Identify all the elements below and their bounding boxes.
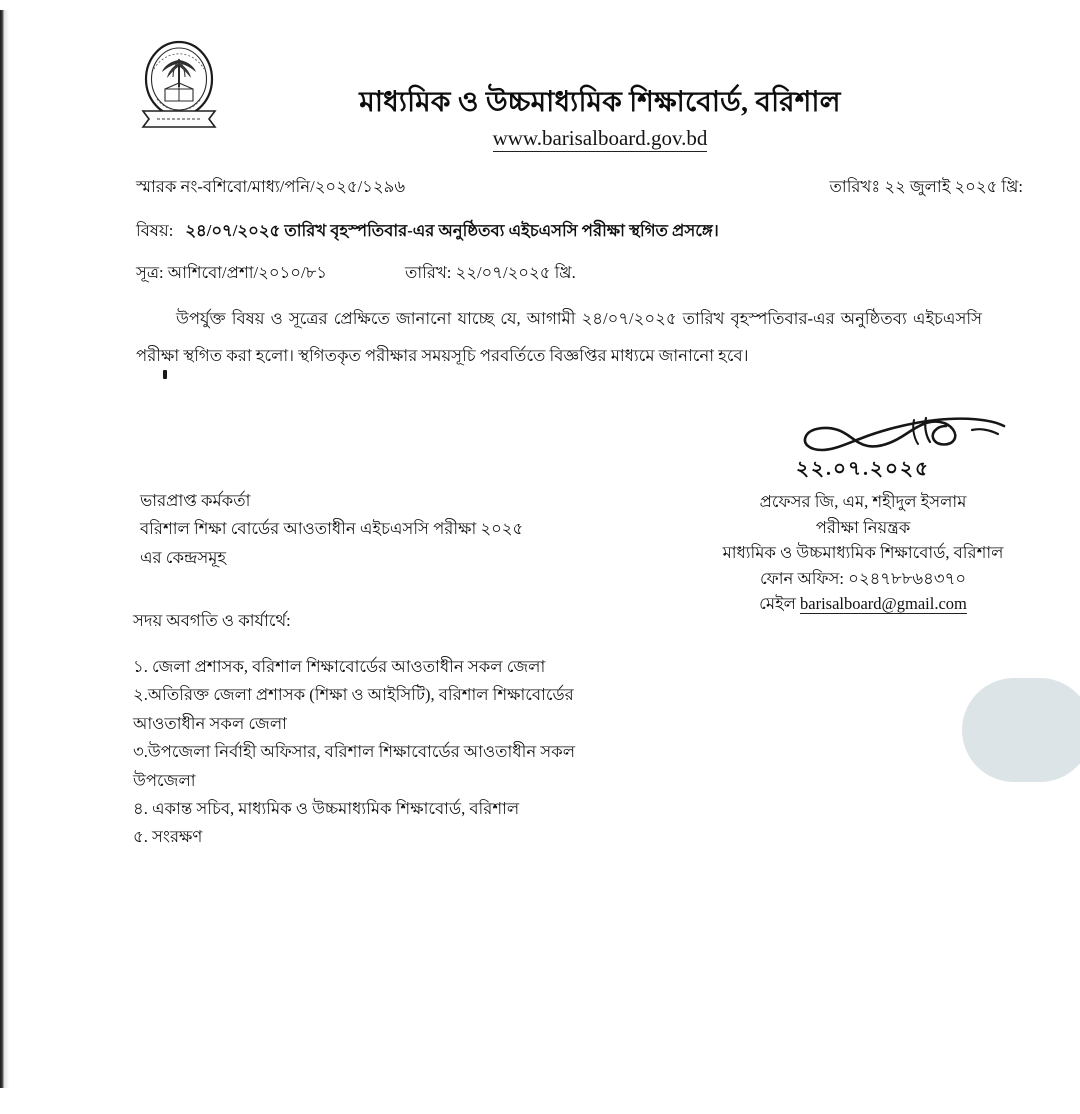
- handwritten-signature-icon: [698, 418, 1028, 458]
- signatory-role: পরীক্ষা নিয়ন্ত্রক: [815, 517, 911, 537]
- organization-title: মাধ্যমিক ও উচ্চমাধ্যমিক শিক্ষাবোর্ড, বরিশাল: [359, 87, 841, 118]
- memo-number: স্মারক নং-বশিবো/মাধ্য/পনি/২০২৫/১২৯৬: [136, 177, 406, 196]
- subject-line: [136, 218, 719, 245]
- addressee-block: [140, 487, 523, 572]
- body-paragraph: উপর্যুক্ত বিষয় ও সূত্রের প্রেক্ষিতে জানানো যাচ্ছে যে, আগামী ২৪/০৭/২০২৫ তারিখ বৃহস্পতিবার-এর অনুষ্ঠিতব্য এইচএসসি পরীক্ষা স্থগিত করা হলো। স্থগিতকৃত পরীক্ষার সময়সূচি পরবর্তিতে বিজ্ঞপ্তির মাধ্যমে জানানো হবে।: [136, 309, 982, 366]
- cc-list-item: ১. জেলা প্রশাসক, বরিশাল শিক্ষাবোর্ডের আওতাধীন সকল জেলা: [133, 657, 546, 676]
- reference-source: সূত্র: আশিবো/প্রশা/২০১০/৮১: [136, 263, 327, 282]
- cc-list: [133, 653, 693, 852]
- signature-date: ২২.০৭.২০২৫: [795, 458, 930, 480]
- cc-list-item: ৪. একান্ত সচিব, মাধ্যমিক ও উচ্চমাধ্যমিক শিক্ষাবোর্ড, বরিশাল: [133, 798, 520, 818]
- addressee-line-1: ভারপ্রাপ্ত কর্মকর্তা: [140, 491, 251, 510]
- signatory-name: প্রফেসর জি, এম, শহীদুল ইসলাম: [759, 492, 967, 511]
- reference-line: [136, 260, 576, 287]
- email-address[interactable]: barisalboard@gmail.com: [800, 594, 967, 614]
- signature-block: [698, 418, 1028, 618]
- subject-label: বিষয়:: [136, 221, 174, 240]
- office-phone: ফোন অফিস: ০২৪৭৮৮৬৪৩৭০: [759, 568, 967, 588]
- scan-edge-left-shadow: [4, 10, 9, 1088]
- signatory-organization: মাধ্যমিক ও উচ্চমাধ্যমিক শিক্ষাবোর্ড, বরিশাল: [722, 543, 1004, 563]
- memo-date: তারিখঃ ২২ জুলাই ২০২৫ খ্রি:: [829, 177, 1023, 196]
- organization-website: [250, 126, 950, 151]
- ink-mark-artifact: [163, 370, 167, 379]
- office-email: [698, 591, 1028, 617]
- reference-date: তারিখ: ২২/০৭/২০২৫ খ্রি.: [404, 263, 576, 282]
- cc-list-item: ৫. সংরক্ষণ: [133, 827, 203, 847]
- email-label: মেইল: [759, 594, 796, 614]
- cc-list-item: আওতাধীন সকল জেলা: [133, 713, 287, 733]
- subject-text: ২৪/০৭/২০২৫ তারিখ বৃহস্পতিবার-এর অনুষ্ঠিতব্য এইচএসসি পরীক্ষা স্থগিত প্রসঙ্গে।: [185, 221, 719, 240]
- barisal-board-seal-icon: [137, 39, 221, 131]
- cc-list-item: উপজেলা: [133, 770, 196, 790]
- document-header: [0, 34, 1080, 159]
- edge-pill-overlay[interactable]: [962, 678, 1080, 782]
- addressee-line-2: বরিশাল শিক্ষা বোর্ডের আওতাধীন এইচএসসি পরীক্ষা ২০২৫: [140, 519, 524, 539]
- cc-list-item: ২.অতিরিক্ত জেলা প্রশাসক (শিক্ষা ও আইসিটি), বরিশাল শিক্ষাবোর্ডের: [133, 685, 574, 705]
- organization-website-text[interactable]: www.barisalboard.gov.bd: [492, 126, 708, 150]
- cc-heading: সদয় অবগতি ও কার্যার্থে:: [133, 611, 291, 630]
- cc-list-item: ৩.উপজেলা নির্বাহী অফিসার, বরিশাল শিক্ষাবোর্ডের আওতাধীন সকল: [133, 742, 576, 762]
- addressee-line-3: এর কেন্দ্রসমূহ: [140, 547, 227, 567]
